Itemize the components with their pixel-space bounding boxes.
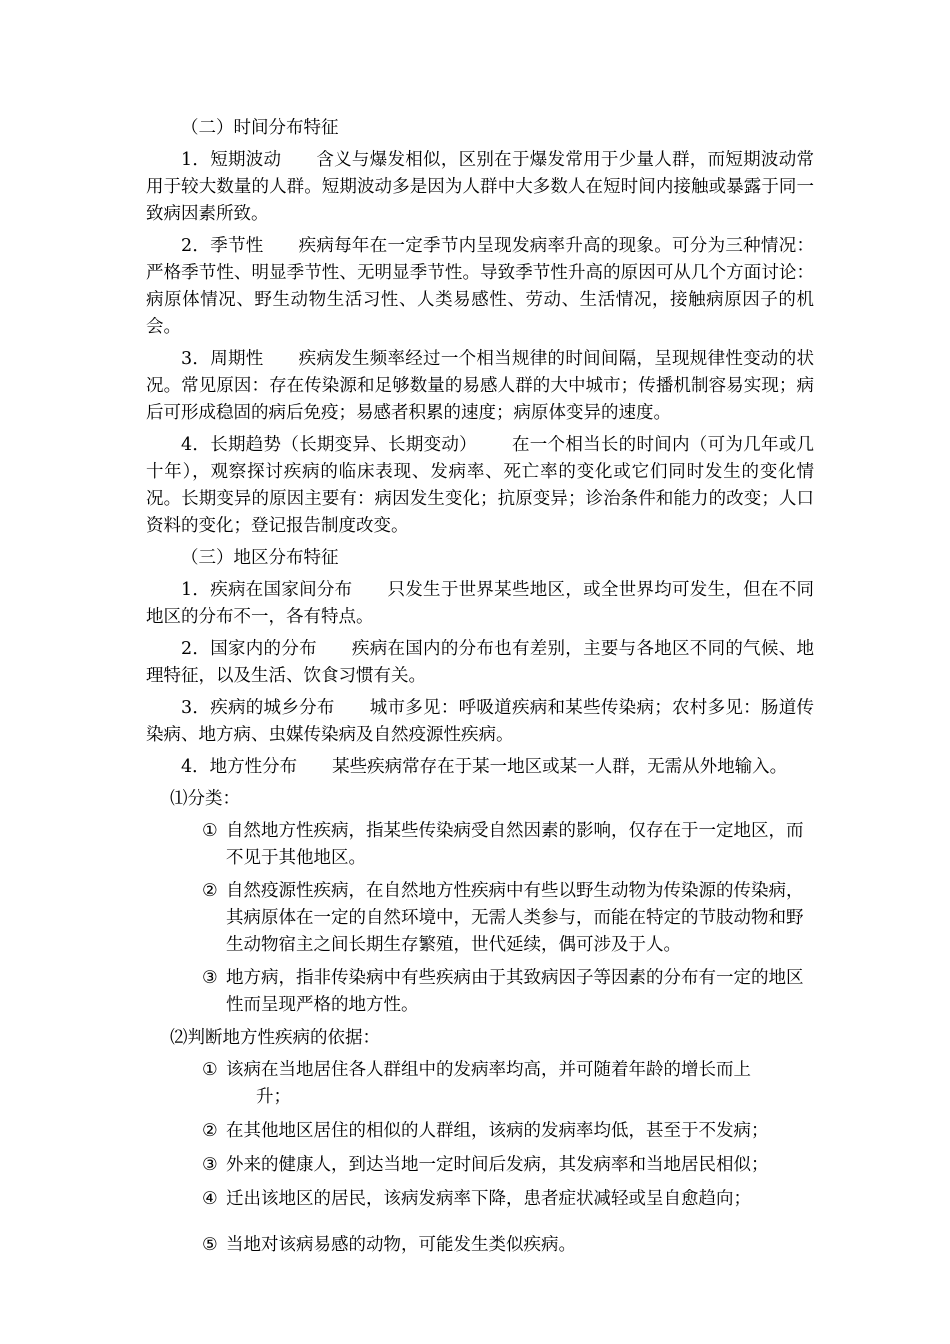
- term-label: 3．疾病的城乡分布: [181, 698, 335, 718]
- criteria-item: [146, 1232, 814, 1259]
- criteria-heading: ⑵判断地方性疾病的依据：: [170, 1028, 380, 1048]
- paragraph-text: 某些疾病常存在于某一地区或某一人群，无需从外地输入。: [332, 757, 788, 777]
- paragraph-text: 在一个相当长的时间内（可为几年或几十年），观察探讨疾病的临床表现、发病率、死亡率的变化或它们同时发生的变化情况。长期变异的原因主要有：病因发生变化；抗原变异；诊治条件和能力的改变；人口资料的变化；登记报告制度改变。: [146, 435, 815, 536]
- item-text: 在其他地区居住的相似的人群组，该病的发病率均低，甚至于不发病；: [226, 1121, 769, 1141]
- criteria-item: [146, 1186, 814, 1213]
- classification-item: [146, 878, 814, 959]
- item-text: 迁出该地区的居民，该病发病率下降，患者症状减轻或呈自愈趋向；: [226, 1189, 751, 1209]
- item-marker: ①: [202, 821, 218, 841]
- criteria-item: [146, 1118, 814, 1145]
- term-label: 1．短期波动: [181, 150, 282, 170]
- item-marker: ③: [202, 968, 218, 988]
- item-text: 自然疫源性疾病，在自然地方性疾病中有些以野生动物为传染源的传染病，其病原体在一定的自然环境中，无需人类参与，而能在特定的节肢动物和野生动物宿主之间长期生存繁殖，世代延续，偶可涉及于人。: [226, 881, 804, 955]
- term-label: 1．疾病在国家间分布: [181, 580, 353, 600]
- term-label: 2．季节性: [181, 236, 264, 256]
- paragraph-short-term: [146, 147, 814, 228]
- item-marker: ③: [202, 1155, 218, 1175]
- spacer: [146, 1220, 814, 1232]
- paragraph-text: 疾病发生频率经过一个相当规律的时间间隔，呈现规律性变动的状况。常见原因：存在传染源和足够数量的易感人群的大中城市；传播机制容易实现；病后可形成稳固的病后免疫；易感者积累的速度；病原体变异的速度。: [146, 349, 815, 423]
- section-heading-region: （三）地区分布特征: [181, 548, 339, 568]
- item-marker: ②: [202, 881, 218, 901]
- classification-item: [146, 818, 814, 872]
- paragraph-text: 城市多见：呼吸道疾病和某些传染病；农村多见：肠道传染病、地方病、虫媒传染病及自然疫源性疾病。: [146, 698, 814, 745]
- paragraph-periodicity: [146, 346, 814, 427]
- item-marker: ①: [202, 1060, 218, 1080]
- paragraph-text: 疾病在国内的分布也有差别，主要与各地区不同的气候、地理特征，以及生活、饮食习惯有关。: [146, 639, 814, 686]
- criteria-item: [146, 1152, 814, 1179]
- paragraph-international: [146, 577, 814, 631]
- paragraph-domestic: [146, 636, 814, 690]
- paragraph-text: 只发生于世界某些地区，或全世界均可发生，但在不同地区的分布不一，各有特点。: [146, 580, 815, 627]
- paragraph-text: 疾病每年在一定季节内呈现发病率升高的现象。可分为三种情况：严格季节性、明显季节性、无明显季节性。导致季节性升高的原因可从几个方面讨论：病原体情况、野生动物生活习性、人类易感性、劳动、生活情况，接触病原因子的机会。: [146, 236, 815, 337]
- item-marker: ②: [202, 1121, 218, 1141]
- term-label: 4．地方性分布: [181, 757, 298, 777]
- item-marker: ⑤: [202, 1235, 218, 1255]
- term-label: 3．周期性: [181, 349, 264, 369]
- item-text-continuation: 升；: [256, 1087, 291, 1107]
- classification-item: [146, 965, 814, 1019]
- term-label: 2．国家内的分布: [181, 639, 317, 659]
- paragraph-seasonality: [146, 233, 814, 341]
- item-text: 该病在当地居住各人群组中的发病率均高，并可随着年龄的增长而上: [226, 1060, 751, 1080]
- classification-heading: ⑴分类：: [170, 789, 240, 809]
- paragraph-text: 含义与爆发相似，区别在于爆发常用于少量人群，而短期波动常用于较大数量的人群。短期波动多是因为人群中大多数人在短时间内接触或暴露于同一致病因素所致。: [146, 150, 814, 224]
- paragraph-long-term-trend: [146, 432, 814, 540]
- item-text: 自然地方性疾病，指某些传染病受自然因素的影响，仅存在于一定地区，而不见于其他地区。: [226, 821, 804, 868]
- document-body: [146, 115, 814, 1266]
- term-label: 4．长期趋势（长期变异、长期变动）: [181, 435, 477, 455]
- paragraph-urban-rural: [146, 695, 814, 749]
- item-marker: ④: [202, 1189, 218, 1209]
- section-heading-time: （二）时间分布特征: [181, 118, 339, 138]
- item-text: 地方病，指非传染病中有些疾病由于其致病因子等因素的分布有一定的地区性而呈现严格的地方性。: [226, 968, 804, 1015]
- criteria-item: [146, 1057, 814, 1111]
- item-text: 当地对该病易感的动物，可能发生类似疾病。: [226, 1235, 576, 1255]
- paragraph-endemic: [146, 754, 814, 781]
- item-text: 外来的健康人，到达当地一定时间后发病，其发病率和当地居民相似；: [226, 1155, 769, 1175]
